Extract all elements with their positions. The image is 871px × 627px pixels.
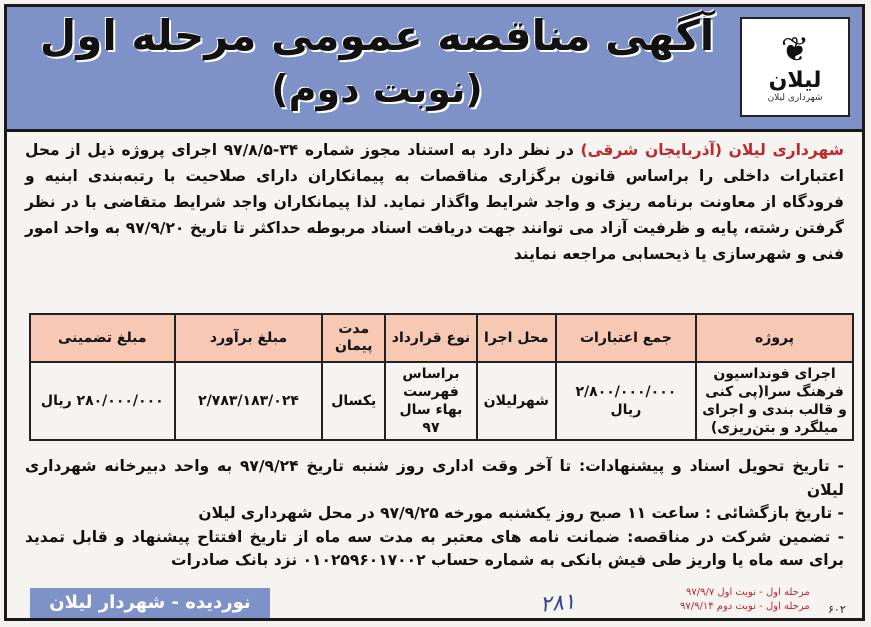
col-header-estimate: مبلغ برآورد [175, 314, 323, 362]
cell-duration: یکسال [322, 362, 385, 440]
col-header-guarantee: مبلغ تضمینی [30, 314, 175, 362]
terms-list [25, 455, 844, 573]
col-header-location: محل اجرا [477, 314, 556, 362]
cell-estimate: ۲/۷۸۳/۱۸۳/۰۲۴ [175, 362, 323, 440]
term-delivery-date: - تاریخ تحویل اسناد و پیشنهادات: تا آخر وقت اداری روز شنبه تاریخ ۹۷/۹/۲۴ به واحد دبیرخانه شهرداری لیلان [25, 457, 844, 499]
col-header-credit: جمع اعتبارات [556, 314, 696, 362]
signature-banner: نوردیده - شهردار لیلان [30, 588, 270, 618]
cell-project: اجرای فونداسیون فرهنگ سرا(پی کنی و قالب بندی و اجرای میلگرد و بتن‌ریزی) [696, 362, 853, 440]
tender-table [29, 313, 854, 441]
col-header-contract-type: نوع قرارداد [385, 314, 477, 362]
col-header-project: پروژه [696, 314, 853, 362]
table-row [30, 362, 853, 440]
notice-header [7, 7, 862, 132]
table-header-row [30, 314, 853, 362]
municipality-logo [740, 17, 850, 117]
notice-frame [4, 4, 865, 621]
intro-body: در نظر دارد به استناد مجوز شماره ۳۴-۹۷/۸/۵ اجرای پروژه ذیل از محل اعتبارات داخلی را براساس قانون برگزاری مناقصات به پیمانکاران دارای صلاحیت با رتبه‌بندی ابنیه و فرودگاه از معاونت برنامه ریزی و واجد شرایط واگذار نماید. لذا پیمانکاران واجد شرایط متقاضی با در نظر گرفتن رشته، پایه و ظرفیت آزاد می توانند جهت دریافت اسناد مربوطه حداکثر تا تاریخ ۹۷/۹/۲۰ به واحد امور فنی و شهرسازی یا ذیحسابی مراجعه نمایند [25, 141, 845, 263]
publication-dates [680, 586, 810, 614]
cell-credit: ۲/۸۰۰/۰۰۰/۰۰۰ ریال [556, 362, 696, 440]
notice-subtitle: (نوبت دوم) [271, 67, 483, 111]
logo-wordmark: لیلان [768, 67, 822, 93]
cell-guarantee: ۲۸۰/۰۰۰/۰۰۰ ریال [30, 362, 175, 440]
term-guarantee: - تضمین شرکت در مناقصه: ضمانت نامه های معتبر به مدت سه ماه از تاریخ افتتاح پیشنهاد و قابل تمدید برای سه ماه یا واریز طی فیش بانکی به شماره حساب ۰۱۰۲۵۹۶۰۱۷۰۰۲ نزد بانک صادرات [25, 527, 844, 569]
term-opening-date: - تاریخ بازگشائی : ساعت ۱۱ صبح روز یکشنبه مورخه ۹۷/۹/۲۵ در محل شهرداری لیلان [198, 504, 844, 522]
cell-location: شهرلیلان [477, 362, 556, 440]
publication-date-second: مرحله اول - نوبت دوم ۹۷/۹/۱۴ [680, 601, 810, 612]
notice-title: آگهی مناقصه عمومی مرحله اول [39, 11, 715, 60]
organization-name: شهرداری لیلان (آذربایجان شرقی) [580, 141, 844, 159]
cell-contract-type: براساس فهرست بهاء سال ۹۷ [385, 362, 477, 440]
logo-subtext: شهرداری لیلان [767, 92, 823, 103]
notice-code: ۶۰۲ [828, 603, 846, 616]
publication-date-first: مرحله اول - نوبت اول ۹۷/۹/۷ [685, 587, 810, 598]
grape-emblem-icon: ❦ [780, 29, 810, 70]
col-header-duration: مدت پیمان [322, 314, 385, 362]
intro-paragraph [25, 137, 844, 267]
handwritten-number: ۲۸۱ [538, 589, 577, 618]
